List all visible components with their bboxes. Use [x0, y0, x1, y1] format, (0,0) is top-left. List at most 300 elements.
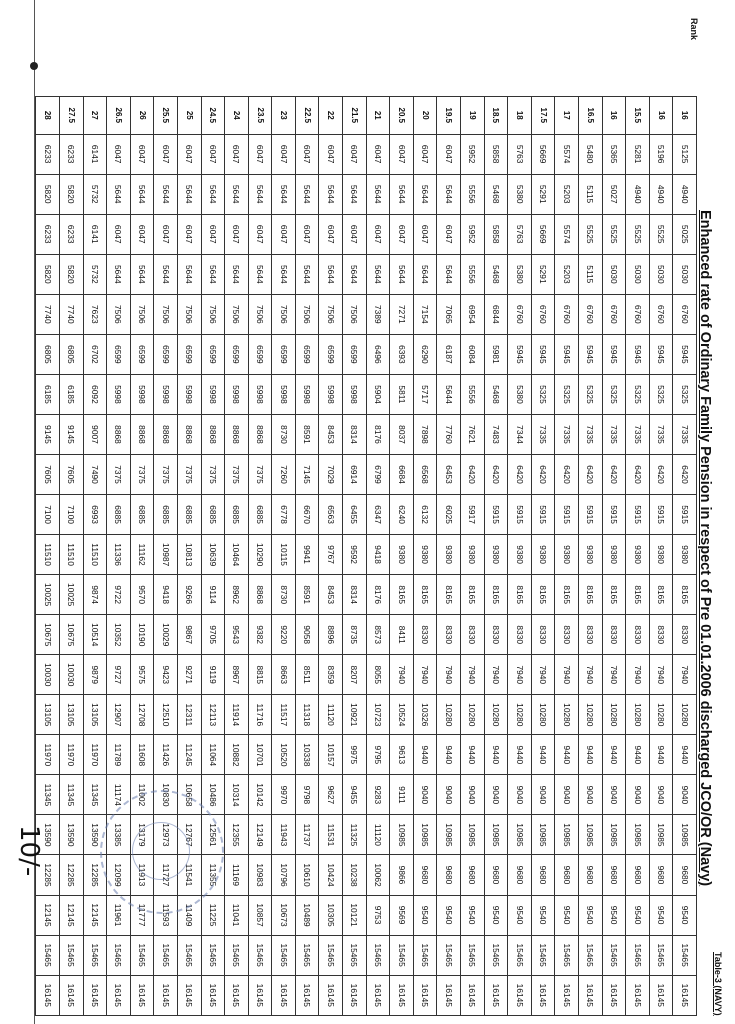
pension-cell: 6047 [154, 214, 178, 254]
pension-cell: 5525 [649, 214, 673, 254]
pension-cell: 9540 [484, 895, 508, 935]
pension-cell: 5820 [59, 174, 83, 214]
qs-cell: 20.5 [390, 97, 414, 135]
pension-cell: 16145 [295, 975, 319, 1015]
pension-cell: 9380 [437, 535, 461, 575]
pension-cell: 9380 [626, 535, 650, 575]
pension-cell: 8330 [602, 615, 626, 655]
pension-cell: 9440 [649, 735, 673, 775]
pension-cell: 11345 [59, 775, 83, 815]
pension-cell: 11041 [225, 895, 249, 935]
pension-cell: 6599 [201, 334, 225, 374]
pension-cell: 7940 [673, 655, 697, 695]
pension-cell: 10985 [413, 815, 437, 855]
pension-cell: 9040 [531, 775, 555, 815]
pension-cell: 5325 [673, 374, 697, 414]
pension-cell: 6347 [366, 495, 390, 535]
pension-cell: 9680 [673, 855, 697, 895]
pension-cell: 4940 [649, 174, 673, 214]
pension-cell: 9058 [295, 615, 319, 655]
pension-cell: 5820 [36, 254, 60, 294]
pension-cell: 6290 [413, 334, 437, 374]
pension-cell: 11737 [295, 815, 319, 855]
pension-cell: 7335 [602, 414, 626, 454]
pension-cell: 7506 [248, 294, 272, 334]
pension-cell: 5556 [461, 174, 485, 214]
qs-cell: 18.5 [484, 97, 508, 135]
pension-cell: 6047 [343, 134, 367, 174]
pension-cell: 9613 [390, 735, 414, 775]
pension-cell: 6393 [390, 334, 414, 374]
pension-cell: 7506 [177, 294, 201, 334]
pension-cell: 10290 [248, 535, 272, 575]
pension-cell: 6420 [484, 455, 508, 495]
pension-cell: 8868 [248, 414, 272, 454]
pension-cell: 8165 [579, 575, 603, 615]
pension-cell: 11913 [130, 855, 154, 895]
pension-cell: 6760 [579, 294, 603, 334]
pension-cell: 7506 [225, 294, 249, 334]
pension-cell: 13105 [59, 695, 83, 735]
pension-cell: 7260 [272, 455, 296, 495]
pension-cell: 11970 [83, 735, 107, 775]
pension-cell: 7940 [602, 655, 626, 695]
pension-cell: 5644 [130, 254, 154, 294]
qs-cell: 25 [177, 97, 201, 135]
pension-cell: 9795 [366, 735, 390, 775]
pension-cell: 15465 [555, 935, 579, 975]
pension-cell: 6185 [36, 374, 60, 414]
pension-cell: 7940 [437, 655, 461, 695]
pension-cell: 15465 [201, 935, 225, 975]
pension-cell: 9283 [366, 775, 390, 815]
pension-cell: 12767 [177, 815, 201, 855]
pension-cell: 9570 [130, 575, 154, 615]
pension-cell: 9380 [413, 535, 437, 575]
pension-cell: 9145 [59, 414, 83, 454]
pension-cell: 8868 [225, 414, 249, 454]
pension-cell: 8165 [555, 575, 579, 615]
pension-cell: 9543 [225, 615, 249, 655]
pension-cell: 9540 [555, 895, 579, 935]
pension-cell: 4940 [626, 174, 650, 214]
pension-cell: 6885 [130, 495, 154, 535]
pension-cell: 9680 [602, 855, 626, 895]
pension-cell: 11336 [107, 535, 131, 575]
pension-cell: 10280 [579, 695, 603, 735]
pension-cell: 10675 [59, 615, 83, 655]
pension-cell: 11510 [36, 535, 60, 575]
pension-cell: 15465 [36, 935, 60, 975]
pension-cell: 7335 [673, 414, 697, 454]
pension-cell: 6187 [437, 334, 461, 374]
table-row [319, 97, 343, 1016]
pension-cell: 5945 [508, 334, 532, 374]
pension-cell: 7506 [319, 294, 343, 334]
pension-cell: 11510 [83, 535, 107, 575]
pension-cell: 11727 [154, 855, 178, 895]
pension-cell: 10987 [154, 535, 178, 575]
pension-cell: 7740 [59, 294, 83, 334]
pension-cell: 7100 [59, 495, 83, 535]
pension-cell: 13179 [130, 815, 154, 855]
pension-cell: 5998 [272, 374, 296, 414]
pension-cell: 5525 [626, 214, 650, 254]
pension-cell: 5644 [366, 254, 390, 294]
pension-cell: 10025 [59, 575, 83, 615]
pension-cell: 7898 [413, 414, 437, 454]
pension-cell: 6047 [437, 214, 461, 254]
pension-cell: 9380 [602, 535, 626, 575]
pension-cell: 7375 [154, 455, 178, 495]
pension-cell: 9440 [555, 735, 579, 775]
table-row [602, 97, 626, 1016]
pension-cell: 10830 [154, 775, 178, 815]
pension-cell: 8868 [107, 414, 131, 454]
pension-cell: 9680 [626, 855, 650, 895]
qs-cell: 16 [602, 97, 626, 135]
pension-cell: 9879 [83, 655, 107, 695]
pension-cell: 7389 [366, 294, 390, 334]
pension-cell: 6092 [83, 374, 107, 414]
pension-cell: 11517 [272, 695, 296, 735]
pension-cell: 6420 [508, 455, 532, 495]
pension-cell: 7335 [555, 414, 579, 454]
pension-cell: 10352 [107, 615, 131, 655]
pension-cell: 15465 [272, 935, 296, 975]
qs-cell: 24.5 [201, 97, 225, 135]
pension-cell: 5025 [673, 214, 697, 254]
pension-cell: 13105 [36, 695, 60, 735]
pension-cell: 6453 [437, 455, 461, 495]
pension-cell: 13385 [107, 815, 131, 855]
pension-cell: 5644 [272, 254, 296, 294]
pension-cell: 6568 [413, 455, 437, 495]
pension-cell: 10326 [413, 695, 437, 735]
pension-cell: 5644 [437, 254, 461, 294]
pension-cell: 11345 [83, 775, 107, 815]
pension-cell: 7375 [107, 455, 131, 495]
pension-cell: 16145 [272, 975, 296, 1015]
pension-cell: 9540 [626, 895, 650, 935]
pension-cell: 9440 [579, 735, 603, 775]
pension-cell: 9440 [673, 735, 697, 775]
pension-cell: 9680 [508, 855, 532, 895]
pension-cell: 6084 [461, 334, 485, 374]
pension-cell: 9540 [413, 895, 437, 935]
pension-cell: 16145 [107, 975, 131, 1015]
pension-cell: 9440 [508, 735, 532, 775]
pension-cell: 10514 [83, 615, 107, 655]
pension-cell: 5115 [579, 174, 603, 214]
pension-cell: 7154 [413, 294, 437, 334]
pension-cell: 16145 [461, 975, 485, 1015]
pension-cell: 6885 [248, 495, 272, 535]
pension-cell: 6233 [59, 214, 83, 254]
pension-cell: 5858 [484, 134, 508, 174]
pension-cell: 13590 [36, 815, 60, 855]
pension-cell: 5525 [602, 214, 626, 254]
pension-cell: 15465 [177, 935, 201, 975]
pension-cell: 5325 [649, 374, 673, 414]
pension-cell: 9380 [673, 535, 697, 575]
pension-cell: 8868 [201, 414, 225, 454]
pension-cell: 5811 [390, 374, 414, 414]
pension-cell: 5717 [413, 374, 437, 414]
qs-cell: 25.5 [154, 97, 178, 135]
pension-cell: 9380 [579, 535, 603, 575]
pension-cell: 9040 [461, 775, 485, 815]
pension-cell: 10673 [272, 895, 296, 935]
pension-cell: 5574 [555, 134, 579, 174]
pension-cell: 5644 [248, 174, 272, 214]
pension-cell: 5820 [59, 254, 83, 294]
pension-cell: 6047 [248, 214, 272, 254]
pension-cell: 5915 [626, 495, 650, 535]
pension-cell: 10985 [484, 815, 508, 855]
qs-cell: 19.5 [437, 97, 461, 135]
pension-cell: 5644 [201, 174, 225, 214]
pension-cell: 6760 [531, 294, 555, 334]
pension-cell: 5030 [602, 254, 626, 294]
pension-cell: 9440 [626, 735, 650, 775]
qs-cell: 21.5 [343, 97, 367, 135]
pension-cell: 15465 [531, 935, 555, 975]
table-row [508, 97, 532, 1016]
pension-cell: 11120 [319, 695, 343, 735]
pension-cell: 10190 [130, 615, 154, 655]
pension-cell: 6420 [626, 455, 650, 495]
pension-cell: 7940 [508, 655, 532, 695]
pension-cell: 5644 [343, 254, 367, 294]
pension-cell: 5945 [555, 334, 579, 374]
pension-cell: 9680 [413, 855, 437, 895]
pension-cell: 15465 [461, 935, 485, 975]
pension-cell: 5291 [531, 254, 555, 294]
pension-cell: 6047 [272, 214, 296, 254]
pension-cell: 7506 [130, 294, 154, 334]
qs-cell: 15.5 [626, 97, 650, 135]
pension-cell: 6954 [461, 294, 485, 334]
pension-cell: 13590 [83, 815, 107, 855]
pension-cell: 8330 [555, 615, 579, 655]
pension-cell: 12145 [83, 895, 107, 935]
pension-cell: 12561 [201, 815, 225, 855]
pension-cell: 11174 [107, 775, 131, 815]
pension-cell: 6496 [366, 334, 390, 374]
pension-cell: 7605 [59, 455, 83, 495]
pension-cell: 5763 [508, 134, 532, 174]
pension-cell: 6047 [177, 134, 201, 174]
pension-cell: 11777 [130, 895, 154, 935]
pension-cell: 16145 [319, 975, 343, 1015]
pension-cell: 16145 [130, 975, 154, 1015]
pension-cell: 7940 [531, 655, 555, 695]
pension-cell: 7621 [461, 414, 485, 454]
pension-cell: 10142 [248, 775, 272, 815]
pension-cell: 8330 [461, 615, 485, 655]
pension-cell: 12149 [248, 815, 272, 855]
pension-cell: 9440 [602, 735, 626, 775]
pension-cell: 11225 [201, 895, 225, 935]
pension-cell: 11914 [225, 695, 249, 735]
pension-cell: 9440 [461, 735, 485, 775]
table-row [343, 97, 367, 1016]
pension-cell: 8453 [319, 575, 343, 615]
pension-cell: 6599 [225, 334, 249, 374]
pension-cell: 6047 [390, 134, 414, 174]
pension-cell: 10030 [59, 655, 83, 695]
pension-cell: 7506 [201, 294, 225, 334]
pension-cell: 7375 [130, 455, 154, 495]
pension-cell: 10985 [673, 815, 697, 855]
pension-cell: 9941 [295, 535, 319, 575]
table-row [225, 97, 249, 1016]
pension-cell: 9111 [390, 775, 414, 815]
pension-cell: 10701 [248, 735, 272, 775]
pension-cell: 6233 [36, 134, 60, 174]
pension-cell: 6914 [343, 455, 367, 495]
pension-cell: 5030 [673, 254, 697, 294]
pension-cell: 7623 [83, 294, 107, 334]
pension-cell: 9540 [437, 895, 461, 935]
pension-cell: 10062 [366, 855, 390, 895]
pension-cell: 15465 [225, 935, 249, 975]
pension-cell: 9592 [343, 535, 367, 575]
page-number: 10/- [14, 825, 44, 877]
pension-cell: 9380 [508, 535, 532, 575]
table-label: Table-3 (NAVY) [713, 952, 723, 1016]
pension-cell: 10280 [626, 695, 650, 735]
pension-cell: 16145 [201, 975, 225, 1015]
pension-cell: 9382 [248, 615, 272, 655]
qs-cell: 23.5 [248, 97, 272, 135]
pension-cell: 5556 [461, 374, 485, 414]
pension-cell: 10985 [579, 815, 603, 855]
pension-cell: 6684 [390, 455, 414, 495]
pension-cell: 8165 [390, 575, 414, 615]
pension-cell: 10115 [272, 535, 296, 575]
pension-cell: 9440 [437, 735, 461, 775]
pension-cell: 5556 [461, 254, 485, 294]
pension-cell: 9040 [626, 775, 650, 815]
pension-cell: 9727 [107, 655, 131, 695]
pension-cell: 9418 [154, 575, 178, 615]
qs-cell: 28 [36, 97, 60, 135]
pension-cell: 10029 [154, 615, 178, 655]
pension-cell: 6670 [295, 495, 319, 535]
pension-cell: 15465 [579, 935, 603, 975]
pension-cell: 16145 [626, 975, 650, 1015]
pension-cell: 15465 [508, 935, 532, 975]
pension-cell: 5644 [295, 254, 319, 294]
pension-cell: 5763 [508, 214, 532, 254]
pension-cell: 5915 [508, 495, 532, 535]
table-row [83, 97, 107, 1016]
pension-cell: 8453 [319, 414, 343, 454]
pension-cell: 10639 [201, 535, 225, 575]
pension-cell: 10280 [602, 695, 626, 735]
pension-cell: 9866 [390, 855, 414, 895]
pension-cell: 15465 [484, 935, 508, 975]
pension-cell: 9680 [461, 855, 485, 895]
pension-cell: 10675 [36, 615, 60, 655]
pension-cell: 10489 [295, 895, 319, 935]
pension-cell: 9540 [508, 895, 532, 935]
pension-cell: 6563 [319, 495, 343, 535]
pension-cell: 15465 [343, 935, 367, 975]
pension-cell: 13105 [83, 695, 107, 735]
pension-cell: 5669 [531, 214, 555, 254]
pension-cell: 7490 [83, 455, 107, 495]
pension-cell: 6885 [177, 495, 201, 535]
pension-cell: 8330 [579, 615, 603, 655]
qs-cell: 18 [508, 97, 532, 135]
pension-cell: 5644 [437, 174, 461, 214]
pension-cell: 10464 [225, 535, 249, 575]
pension-cell: 8730 [272, 575, 296, 615]
pension-cell: 8176 [366, 414, 390, 454]
pension-cell: 8314 [343, 414, 367, 454]
pension-cell: 5468 [484, 174, 508, 214]
pension-cell: 5525 [579, 214, 603, 254]
pension-cell: 9680 [555, 855, 579, 895]
pension-cell: 15465 [248, 935, 272, 975]
pension-cell: 11970 [36, 735, 60, 775]
pension-cell: 5915 [579, 495, 603, 535]
rank-header: Rank [689, 18, 699, 41]
pension-cell: 5468 [484, 254, 508, 294]
pension-cell: 6047 [413, 134, 437, 174]
qs-cell: 22 [319, 97, 343, 135]
pension-cell: 5945 [649, 334, 673, 374]
pension-cell: 9767 [319, 535, 343, 575]
pension-cell: 9266 [177, 575, 201, 615]
pension-cell: 16145 [437, 975, 461, 1015]
pension-cell: 9040 [673, 775, 697, 815]
qs-cell: 26.5 [107, 97, 131, 135]
pension-cell: 10985 [390, 815, 414, 855]
pension-cell: 15465 [413, 935, 437, 975]
qs-cell: 24 [225, 97, 249, 135]
pension-cell: 15465 [437, 935, 461, 975]
pension-cell: 5915 [673, 495, 697, 535]
table-row [555, 97, 579, 1016]
pension-cell: 10985 [461, 815, 485, 855]
pension-cell: 10280 [555, 695, 579, 735]
pension-cell: 8176 [366, 575, 390, 615]
table-row [531, 97, 555, 1016]
pension-cell: 8511 [295, 655, 319, 695]
pension-cell: 9575 [130, 655, 154, 695]
pension-cell: 7100 [36, 495, 60, 535]
pension-cell: 8868 [130, 414, 154, 454]
pension-cell: 8815 [248, 655, 272, 695]
pension-cell: 5644 [154, 254, 178, 294]
pension-cell: 9380 [531, 535, 555, 575]
pension-cell: 6885 [154, 495, 178, 535]
pension-cell: 10280 [508, 695, 532, 735]
pension-cell: 7940 [413, 655, 437, 695]
pension-cell: 5945 [531, 334, 555, 374]
pension-cell: 6455 [343, 495, 367, 535]
pension-cell: 6047 [295, 214, 319, 254]
pension-cell: 12907 [107, 695, 131, 735]
pension-cell: 5732 [83, 254, 107, 294]
pension-cell: 6047 [107, 134, 131, 174]
pension-cell: 16145 [602, 975, 626, 1015]
pension-cell: 7483 [484, 414, 508, 454]
